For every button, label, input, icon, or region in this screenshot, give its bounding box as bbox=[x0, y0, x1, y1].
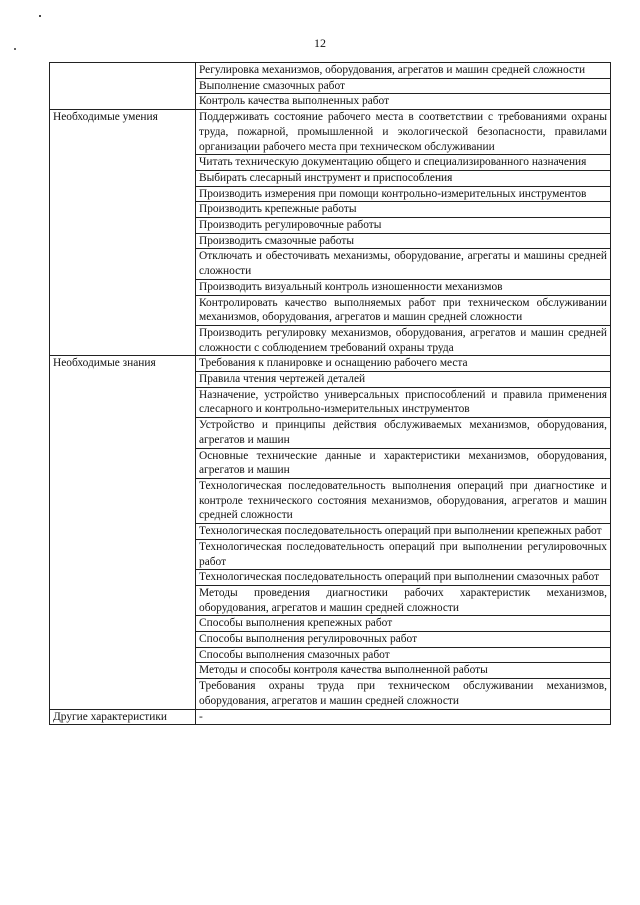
description-cell: Требования охраны труда при техническом обслуживании механизмов, оборудования, агрегатов и машин средней сложности bbox=[196, 679, 611, 709]
category-cell: Другие характеристики bbox=[50, 709, 196, 725]
table-row bbox=[50, 709, 611, 725]
description-cell: Поддерживать состояние рабочего места в соответствии с требованиями охраны труда, пожарной, промышленной и экологической безопасности, правилами организации рабочего места при техническом обслуживании bbox=[196, 110, 611, 155]
description-cell: Методы проведения диагностики рабочих характеристик механизмов, оборудования, агрегатов и машин средней сложности bbox=[196, 585, 611, 615]
description-cell: Производить измерения при помощи контрольно-измерительных инструментов bbox=[196, 186, 611, 202]
description-cell: Назначение, устройство универсальных приспособлений и правила применения слесарного и контрольно-измерительных инструментов bbox=[196, 387, 611, 417]
description-cell: Выбирать слесарный инструмент и приспособления bbox=[196, 170, 611, 186]
description-cell: Технологическая последовательность операций при выполнении крепежных работ bbox=[196, 524, 611, 540]
description-cell: Производить регулировку механизмов, оборудования, агрегатов и машин средней сложности с соблюдением требований охраны труда bbox=[196, 325, 611, 355]
requirements-table bbox=[49, 62, 611, 725]
description-cell: Технологическая последовательность операций при выполнении регулировочных работ bbox=[196, 539, 611, 569]
description-cell: - bbox=[196, 709, 611, 725]
description-cell: Контроль качества выполненных работ bbox=[196, 94, 611, 110]
description-cell: Регулировка механизмов, оборудования, агрегатов и машин средней сложности bbox=[196, 63, 611, 79]
scan-speck bbox=[39, 15, 41, 17]
description-cell: Технологическая последовательность операций при выполнении смазочных работ bbox=[196, 570, 611, 586]
description-cell: Контролировать качество выполняемых работ при техническом обслуживании механизмов, оборудования, агрегатов и машин средней сложности bbox=[196, 295, 611, 325]
description-cell: Основные технические данные и характеристики механизмов, оборудования, агрегатов и машин bbox=[196, 448, 611, 478]
category-cell: Необходимые умения bbox=[50, 110, 196, 356]
category-cell: Необходимые знания bbox=[50, 356, 196, 709]
description-cell: Производить регулировочные работы bbox=[196, 218, 611, 234]
description-cell: Способы выполнения регулировочных работ bbox=[196, 632, 611, 648]
description-cell: Отключать и обесточивать механизмы, оборудование, агрегаты и машины средней сложности bbox=[196, 249, 611, 279]
category-cell bbox=[50, 63, 196, 110]
description-cell: Выполнение смазочных работ bbox=[196, 78, 611, 94]
description-cell: Производить смазочные работы bbox=[196, 233, 611, 249]
description-cell: Способы выполнения крепежных работ bbox=[196, 616, 611, 632]
description-cell: Читать техническую документацию общего и специализированного назначения bbox=[196, 155, 611, 171]
page-number: 12 bbox=[314, 36, 326, 50]
description-cell: Производить визуальный контроль изношенности механизмов bbox=[196, 279, 611, 295]
description-cell: Производить крепежные работы bbox=[196, 202, 611, 218]
description-cell: Устройство и принципы действия обслуживаемых механизмов, оборудования, агрегатов и машин bbox=[196, 418, 611, 448]
description-cell: Требования к планировке и оснащению рабочего места bbox=[196, 356, 611, 372]
description-cell: Методы и способы контроля качества выполненной работы bbox=[196, 663, 611, 679]
table-row bbox=[50, 356, 611, 372]
requirements-table-body bbox=[50, 63, 611, 725]
description-cell: Правила чтения чертежей деталей bbox=[196, 372, 611, 388]
table-row bbox=[50, 110, 611, 155]
table-row bbox=[50, 63, 611, 79]
description-cell: Способы выполнения смазочных работ bbox=[196, 647, 611, 663]
description-cell: Технологическая последовательность выполнения операций при диагностике и контроле технического состояния механизмов, оборудования, агрегатов и машин средней сложности bbox=[196, 478, 611, 523]
